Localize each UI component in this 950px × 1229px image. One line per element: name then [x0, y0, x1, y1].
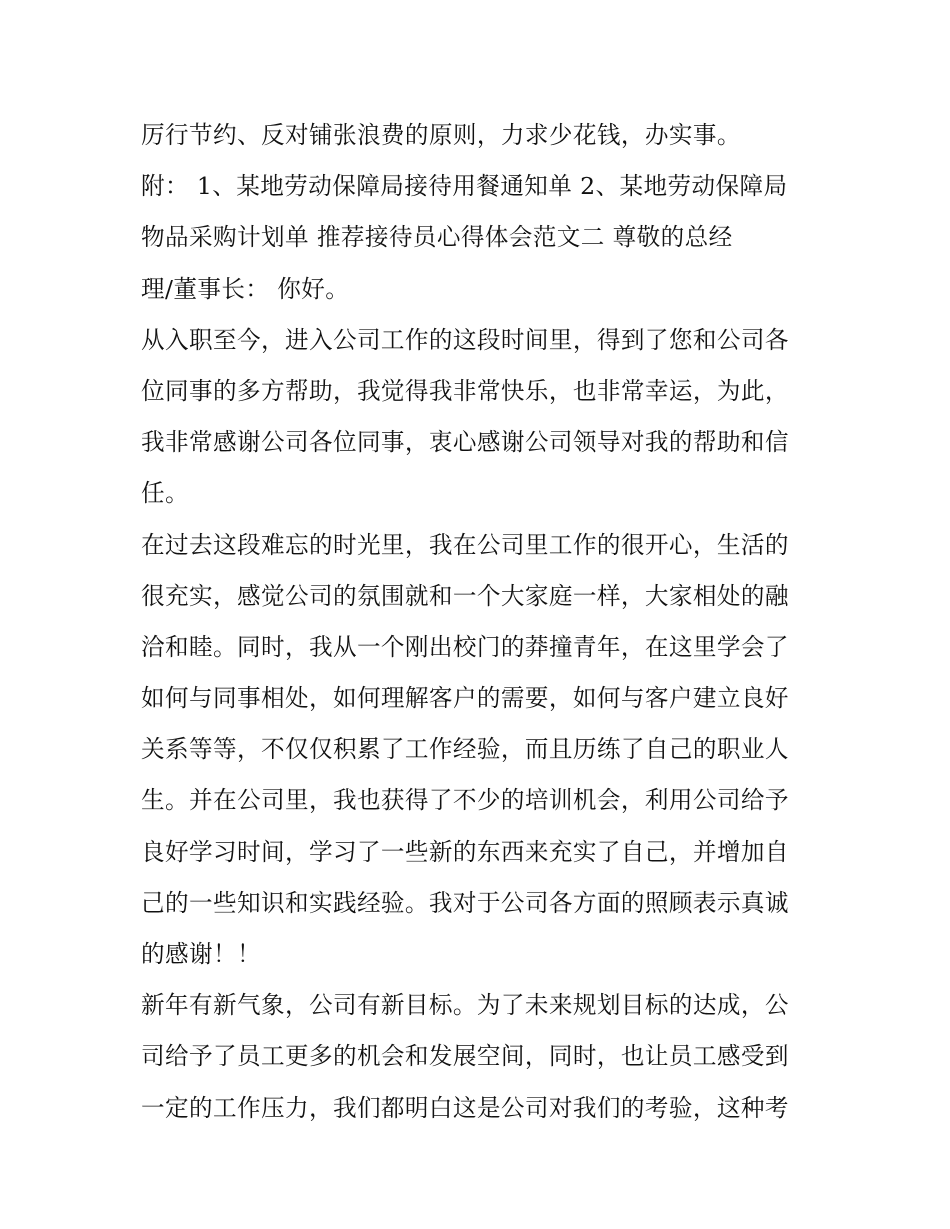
text-line: 新年有新气象，公司有新目标。为了未来规划目标的达成，公 — [141, 991, 789, 1020]
text-line: 如何与同事相处，如何理解客户的需要，如何与客户建立良好 — [141, 684, 789, 713]
text-line: 任。 — [141, 479, 189, 508]
text-line: 厉行节约、反对铺张浪费的原则，力求少花钱，办实事。 — [141, 121, 741, 149]
text-line: 一定的工作压力，我们都明白这是公司对我们的考验，这种考 — [141, 1093, 789, 1122]
text-line: 良好学习时间，学习了一些新的东西来充实了自己，并增加自 — [141, 837, 789, 866]
text-line: 生。并在公司里，我也获得了不少的培训机会，利用公司给予 — [141, 786, 789, 815]
text-line: 的感谢！！ — [141, 940, 261, 968]
text-line: 关系等等，不仅仅积累了工作经验，而且历练了自己的职业人 — [141, 735, 789, 764]
text-line: 从入职至今，进入公司工作的这段时间里，得到了您和公司各 — [141, 325, 789, 354]
text-line: 己的一些知识和实践经验。我对于公司各方面的照顾表示真诚 — [141, 888, 789, 917]
text-line: 物品采购计划单 推荐接待员心得体会范文二 尊敬的总经 — [141, 223, 733, 252]
document-body — [141, 110, 821, 1134]
text-line: 洽和睦。同时，我从一个刚出校门的莽撞青年，在这里学会了 — [141, 632, 789, 661]
text-line: 我非常感谢公司各位同事，衷心感谢公司领导对我的帮助和信 — [141, 428, 789, 457]
text-line: 理/董事长： 你好。 — [141, 274, 350, 303]
text-line: 在过去这段难忘的时光里，我在公司里工作的很开心，生活的 — [141, 530, 789, 559]
text-line: 司给予了员工更多的机会和发展空间，同时，也让员工感受到 — [141, 1042, 789, 1071]
text-line: 位同事的多方帮助，我觉得我非常快乐，也非常幸运，为此， — [141, 376, 789, 405]
text-line: 很充实，感觉公司的氛围就和一个大家庭一样，大家相处的融 — [141, 581, 789, 610]
text-line: 附： 1、某地劳动保障局接待用餐通知单 2、某地劳动保障局 — [141, 172, 788, 201]
